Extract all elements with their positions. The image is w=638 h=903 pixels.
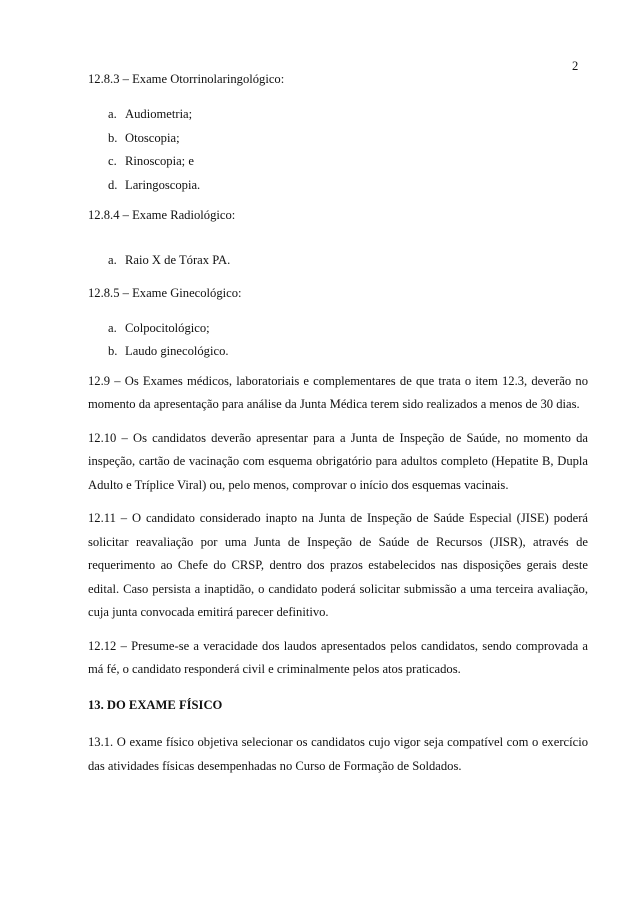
list-item <box>88 127 588 151</box>
heading-12-8-4: 12.8.4 – Exame Radiológico: <box>88 208 236 222</box>
list-otorrino <box>88 103 588 197</box>
list-item <box>88 174 588 198</box>
list-radiologico <box>88 249 588 273</box>
document-body <box>88 72 588 778</box>
paragraph-13-1: 13.1. O exame físico objetiva selecionar os candidatos cujo vigor seja compatível com o exercício das atividades físicas desempenhadas no Curso de Formação de Soldados. <box>88 735 588 773</box>
paragraph-12-10: 12.10 – Os candidatos deverão apresentar para a Junta de Inspeção de Saúde, no momento da inspeção, cartão de vacinação com esquema obrigatório para adultos completo (Hepatite B, Dupla Adulto e Tríplice Viral) ou, pelo menos, comprovar o início dos esquemas vacinais. <box>88 430 588 492</box>
list-text: Laudo ginecológico. <box>125 344 229 358</box>
list-item <box>88 249 588 273</box>
heading-12-8-3: 12.8.3 – Exame Otorrinolaringológico: <box>88 72 285 86</box>
paragraph-12-11: 12.11 – O candidato considerado inapto na Junta de Inspeção de Saúde Especial (JISE) poderá solicitar reavaliação por uma Junta de Inspeção de Saúde de Recursos (JISR), através de requerimento ao Chefe do CRSP, dentro dos prazos estabelecidos nas disposições gerais deste edital. Caso persista a inaptidão, o candidato poderá solicitar submissão a uma terceira avaliação, cuja junta convocada emitirá parecer definitivo. <box>88 511 588 619</box>
list-text: Colpocitológico; <box>125 320 210 335</box>
list-item <box>88 150 588 174</box>
section-title: . DO EXAME FÍSICO <box>100 697 223 712</box>
list-text: Otoscopia; <box>125 130 180 145</box>
list-ginecologico <box>88 317 588 364</box>
list-marker: b. <box>108 130 118 145</box>
page-number: 2 <box>572 59 579 73</box>
list-marker: b. <box>108 344 118 358</box>
list-marker: a. <box>108 320 117 335</box>
list-marker: a. <box>108 107 117 121</box>
paragraph-12-9: 12.9 – Os Exames médicos, laboratoriais e complementares de que trata o item 12.3, deverão no momento da apresentação para análise da Junta Médica terem sido realizados a menos de 30 dias. <box>88 373 588 411</box>
paragraph-12-12: 12.12 – Presume-se a veracidade dos laudos apresentados pelos candidatos, sendo comprovada a má fé, o candidato responderá civil e criminalmente pelos atos praticados. <box>88 638 588 676</box>
list-marker: d. <box>108 177 118 192</box>
heading-12-8-5: 12.8.5 – Exame Ginecológico: <box>88 285 242 300</box>
list-marker: a. <box>108 253 117 267</box>
list-text: Audiometria; <box>125 107 193 121</box>
list-text: Raio X de Tórax PA. <box>125 253 231 267</box>
list-text: Rinoscopia; e <box>125 154 194 168</box>
heading-section-13 <box>88 694 588 718</box>
list-text: Laringoscopia. <box>125 177 201 192</box>
list-item <box>88 103 588 127</box>
list-item <box>88 317 588 341</box>
section-number: 13 <box>88 697 101 712</box>
list-item <box>88 340 588 364</box>
list-marker: c. <box>108 154 117 168</box>
